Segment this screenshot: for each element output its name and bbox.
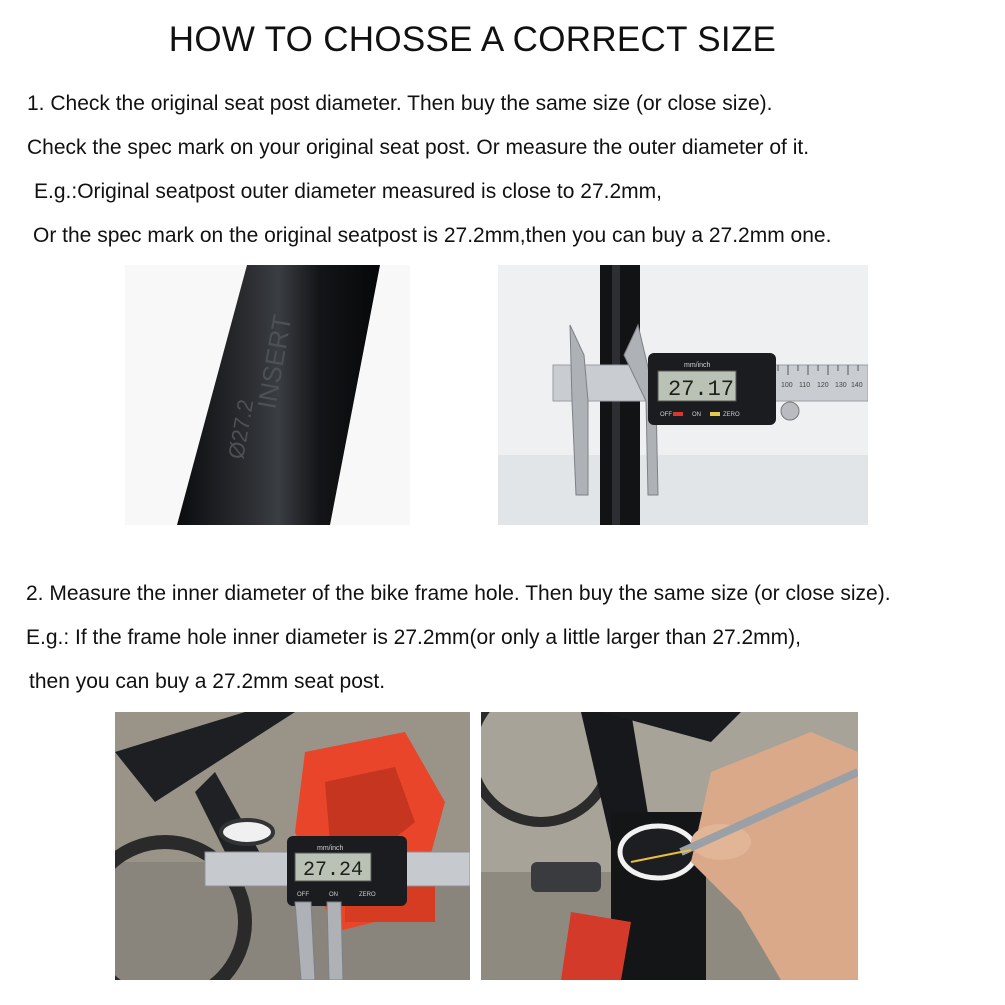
caliper-seatpost-photo — [498, 265, 868, 525]
caliper2-unit-label: mm/inch — [317, 845, 344, 852]
step2-line2: E.g.: If the frame hole inner diameter is 27.2mm(or only a little larger than 27.2mm), — [26, 626, 802, 649]
caliper1-on: ON — [692, 412, 701, 418]
page-title: HOW TO CHOSSE A CORRECT SIZE — [168, 20, 777, 59]
caliper-frame-photo — [115, 712, 470, 980]
step2-line3: then you can buy a 27.2mm seat post. — [29, 670, 386, 693]
caliper2-off: OFF — [297, 892, 309, 898]
scale-tick-130: 130 — [835, 382, 847, 389]
frame-hole-photo — [481, 712, 858, 980]
step1-line2: Check the spec mark on your original seat post. Or measure the outer diameter of it. — [27, 136, 810, 159]
step1-line1: 1. Check the original seat post diameter. Then buy the same size (or close size). — [27, 92, 773, 115]
caliper2-on: ON — [329, 892, 338, 898]
scale-tick-100: 100 — [781, 382, 793, 389]
scale-tick-140: 140 — [851, 382, 863, 389]
step1-line4: Or the spec mark on the original seatpost is 27.2mm,then you can buy a 27.2mm one. — [33, 224, 832, 247]
caliper1-zero: ZERO — [723, 412, 740, 418]
caliper1-unit-label: mm/inch — [684, 362, 711, 369]
seatpost-photo — [125, 265, 410, 525]
scale-tick-120: 120 — [817, 382, 829, 389]
scale-tick-110: 110 — [799, 382, 811, 389]
step1-line3: E.g.:Original seatpost outer diameter measured is close to 27.2mm, — [34, 180, 662, 203]
caliper1-off: OFF — [660, 412, 672, 418]
caliper2-zero: ZERO — [359, 892, 376, 898]
caliper2-reading: 27.24 — [303, 859, 364, 882]
seatpost-size-mark: Ø27.2 — [223, 397, 259, 461]
step2-line1: 2. Measure the inner diameter of the bike frame hole. Then buy the same size (or close size). — [26, 582, 891, 605]
caliper1-reading: 27.17 — [668, 377, 735, 402]
seatpost-marking: INSERT — [251, 312, 298, 412]
